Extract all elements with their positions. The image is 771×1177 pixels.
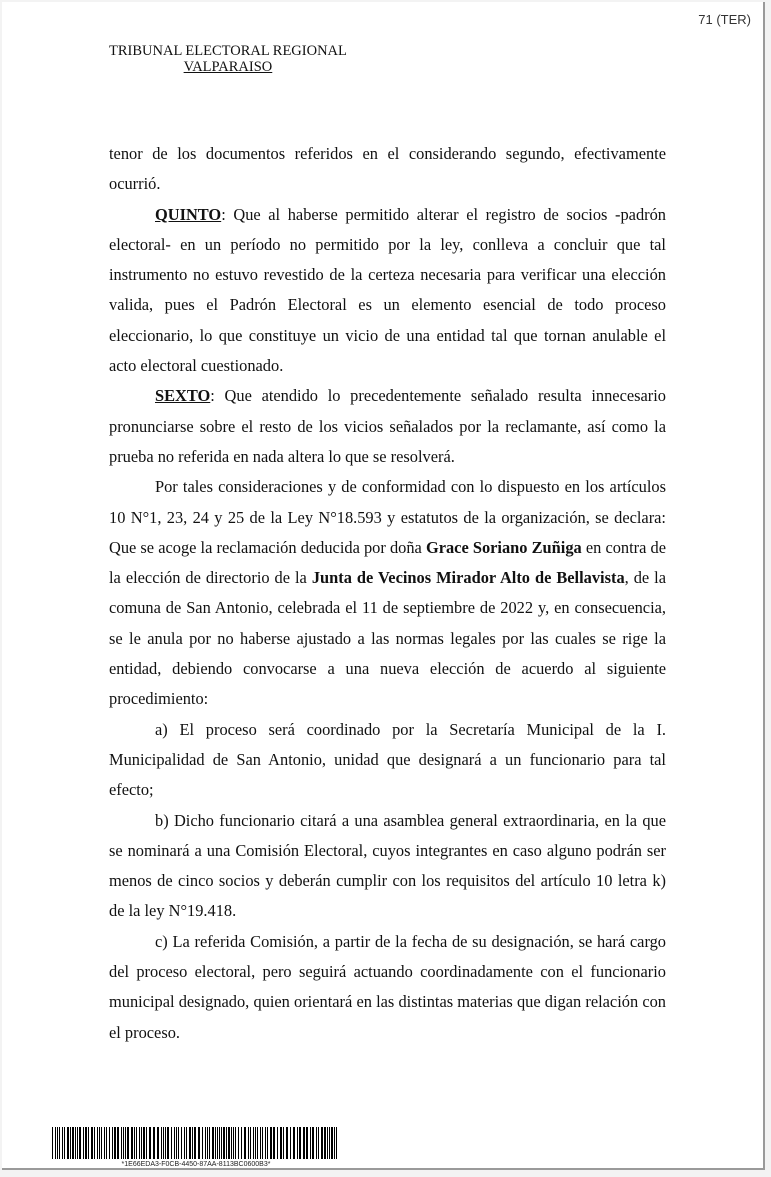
barcode-bar — [106, 1127, 107, 1159]
barcode-bar — [97, 1127, 98, 1159]
barcode-bar — [99, 1127, 100, 1159]
barcode-bar — [83, 1127, 84, 1159]
barcode-bar — [146, 1127, 147, 1159]
barcode-bar — [331, 1127, 333, 1159]
barcode-bar — [219, 1127, 220, 1159]
procedure-item-b: b) Dicho funcionario citará a una asamblea general extraordinaria, en la que se nominará a una Comisión Electoral, cuyos integrantes en caso alguno podrán ser menos de cinco socios y deberán cumplir con los requisitos del artículo 10 letra k) de la ley N°19.418. — [109, 810, 666, 921]
barcode-bar — [94, 1127, 95, 1159]
barcode-bar — [134, 1127, 135, 1159]
barcode-bar — [181, 1127, 182, 1159]
barcode-bar — [174, 1127, 175, 1159]
barcode-bar — [131, 1127, 133, 1159]
barcode-bar — [52, 1127, 53, 1159]
barcode-bar — [198, 1127, 200, 1159]
barcode-bar — [321, 1127, 323, 1159]
procedure-item-c: c) La referida Comisión, a partir de la fecha de su designación, se hará cargo del proceso electoral, pero seguirá actuando coordinadamente con el funcionario municipal designado, quien orientará en las distintas materias que digan relación con el proceso. — [109, 931, 666, 1042]
barcode-bar — [79, 1127, 81, 1159]
barcode-bar — [117, 1127, 119, 1159]
paragraph-sexto — [109, 381, 666, 472]
resolution-text-b: en contra de la elección de directorio de la — [109, 537, 666, 588]
organization-name: Junta de Vecinos Mirador Alto de Bellavista — [311, 568, 625, 588]
barcode-bar — [62, 1127, 63, 1159]
barcode-bar — [109, 1127, 110, 1159]
barcode-bar — [139, 1127, 140, 1159]
header-region: VALPARAISO — [183, 59, 273, 75]
barcode-bar — [248, 1127, 249, 1159]
barcode-bar — [70, 1127, 71, 1159]
barcode-bar — [189, 1127, 191, 1159]
barcode-bar — [184, 1127, 185, 1159]
barcode-bar — [215, 1127, 216, 1159]
barcode-bar — [85, 1127, 87, 1159]
barcode-bar — [336, 1127, 337, 1159]
barcode-bar — [121, 1127, 122, 1159]
barcode-bar — [153, 1127, 155, 1159]
barcode-bar — [171, 1127, 172, 1159]
barcode-bar — [136, 1127, 137, 1159]
barcode-bar — [223, 1127, 225, 1159]
procedure-item-a: a) El proceso será coordinado por la Secretaría Municipal de la I. Municipalidad de San Antonio, unidad que designará a un funcionario para tal efecto; — [109, 719, 666, 800]
barcode-bar — [186, 1127, 187, 1159]
barcode-bar — [101, 1127, 102, 1159]
barcode-bar — [303, 1127, 305, 1159]
barcode-bar — [67, 1127, 69, 1159]
resolution-text-c: , de la comuna de San Antonio, celebrada el 11 de septiembre de 2022 y, en consecuencia, se le anula por no haberse ajustado a las normas legales por las cuales se rige la entidad, debiendo convocarse a una nueva elección de acuerdo al siguiente procedimiento: — [109, 568, 667, 709]
barcode-bar — [217, 1127, 218, 1159]
barcode-bar — [176, 1127, 177, 1159]
document-barcode — [52, 1127, 340, 1168]
barcode-bar — [212, 1127, 214, 1159]
barcode-bar — [221, 1127, 222, 1159]
barcode-bar — [316, 1127, 317, 1159]
barcode-bar — [293, 1127, 295, 1159]
barcode-bar — [104, 1127, 105, 1159]
barcode-bar — [114, 1127, 116, 1159]
page-number: 71 (TER) — [698, 12, 751, 27]
barcode-bar — [334, 1127, 335, 1159]
barcode-bar — [277, 1127, 278, 1159]
barcode-bar — [312, 1127, 314, 1159]
barcode-bar — [112, 1127, 113, 1159]
barcode-bar — [327, 1127, 328, 1159]
resolution-text-a: Por tales consideraciones y de conformidad con lo dispuesto en los artículos 10 N°1, 23, 24 y 25 de la Ley N°18.593 y estatutos de la organización, se declara: Que se acoge la reclamación deducida por doña — [109, 477, 666, 557]
barcode-bar — [265, 1127, 266, 1159]
court-header — [109, 43, 347, 75]
barcode-text: *1E66EDA3-F0CB-4450-87AA-8113BC0600B3* — [121, 1161, 271, 1168]
barcode-bar — [273, 1127, 275, 1159]
barcode-bar — [255, 1127, 256, 1159]
barcode-bar — [262, 1127, 263, 1159]
barcode-bar — [141, 1127, 142, 1159]
barcode-bar — [178, 1127, 179, 1159]
document-body — [109, 139, 666, 1048]
barcode-bar — [280, 1127, 282, 1159]
barcode-bar — [157, 1127, 159, 1159]
barcode-bar — [257, 1127, 258, 1159]
barcode-bar — [270, 1127, 272, 1159]
barcode-bar — [57, 1127, 58, 1159]
barcode-bar — [244, 1127, 246, 1159]
barcode-bar — [299, 1127, 301, 1159]
barcode-bar — [324, 1127, 326, 1159]
barcode-bar — [205, 1127, 206, 1159]
barcode-bar — [310, 1127, 311, 1159]
paragraph-resolution — [109, 472, 666, 714]
barcode-bar — [329, 1127, 330, 1159]
paragraph-quinto — [109, 200, 666, 382]
barcode-bar — [235, 1127, 236, 1159]
barcode-bar — [127, 1127, 129, 1159]
barcode-bar — [165, 1127, 166, 1159]
barcode-bar — [163, 1127, 164, 1159]
barcode-bar — [75, 1127, 76, 1159]
barcode-bar — [55, 1127, 56, 1159]
barcode-bar — [267, 1127, 268, 1159]
barcode-bar — [226, 1127, 227, 1159]
barcode-bar — [238, 1127, 239, 1159]
header-court-name: TRIBUNAL ELECTORAL REGIONAL — [109, 43, 347, 59]
barcode-bar — [290, 1127, 291, 1159]
barcode-bar — [202, 1127, 203, 1159]
paragraph-quinto-text: : Que al haberse permitido alterar el registro de socios -padrón electoral- en un período no permitido por la ley, conlleva a concluir que tal instrumento no estuvo revestido de la certeza necesaria para verificar una elección valida, pues el Padrón Electoral es un elemento esencial de todo proceso eleccionario, lo que constituye un vicio de una entidad tal que tornan anulable el acto electoral cuestionado. — [109, 204, 666, 376]
barcode-bar — [306, 1127, 308, 1159]
barcode-bar — [228, 1127, 230, 1159]
barcode-bar — [149, 1127, 151, 1159]
barcode-bar — [125, 1127, 126, 1159]
barcode-bar — [77, 1127, 78, 1159]
barcode-bar — [250, 1127, 251, 1159]
barcode-bar — [194, 1127, 196, 1159]
barcode-icon — [52, 1127, 340, 1159]
barcode-bar — [59, 1127, 60, 1159]
barcode-bar — [286, 1127, 288, 1159]
barcode-bar — [161, 1127, 162, 1159]
barcode-bar — [318, 1127, 319, 1159]
barcode-bar — [88, 1127, 89, 1159]
barcode-bar — [143, 1127, 145, 1159]
barcode-bar — [123, 1127, 124, 1159]
barcode-bar — [297, 1127, 298, 1159]
barcode-bar — [231, 1127, 232, 1159]
barcode-bar — [91, 1127, 93, 1159]
barcode-bar — [64, 1127, 65, 1159]
barcode-bar — [241, 1127, 242, 1159]
barcode-bar — [167, 1127, 169, 1159]
barcode-bar — [260, 1127, 261, 1159]
barcode-bar — [253, 1127, 254, 1159]
barcode-bar — [283, 1127, 284, 1159]
section-label-quinto: QUINTO — [155, 204, 222, 224]
document-page — [2, 2, 765, 1170]
barcode-bar — [192, 1127, 193, 1159]
section-label-sexto: SEXTO — [155, 386, 211, 406]
paragraph-sexto-text: : Que atendido lo precedentemente señalado resulta innecesario pronunciarse sobre el resto de los vicios señalados por la reclamante, así como la prueba no referida en nada altera lo que se resolverá. — [109, 386, 666, 466]
claimant-name: Grace Soriano Zuñiga — [425, 537, 582, 557]
barcode-bar — [72, 1127, 74, 1159]
barcode-bar — [209, 1127, 210, 1159]
paragraph-continuation: tenor de los documentos referidos en el considerando segundo, efectivamente ocurrió. — [109, 144, 666, 194]
barcode-bar — [207, 1127, 208, 1159]
barcode-bar — [233, 1127, 234, 1159]
